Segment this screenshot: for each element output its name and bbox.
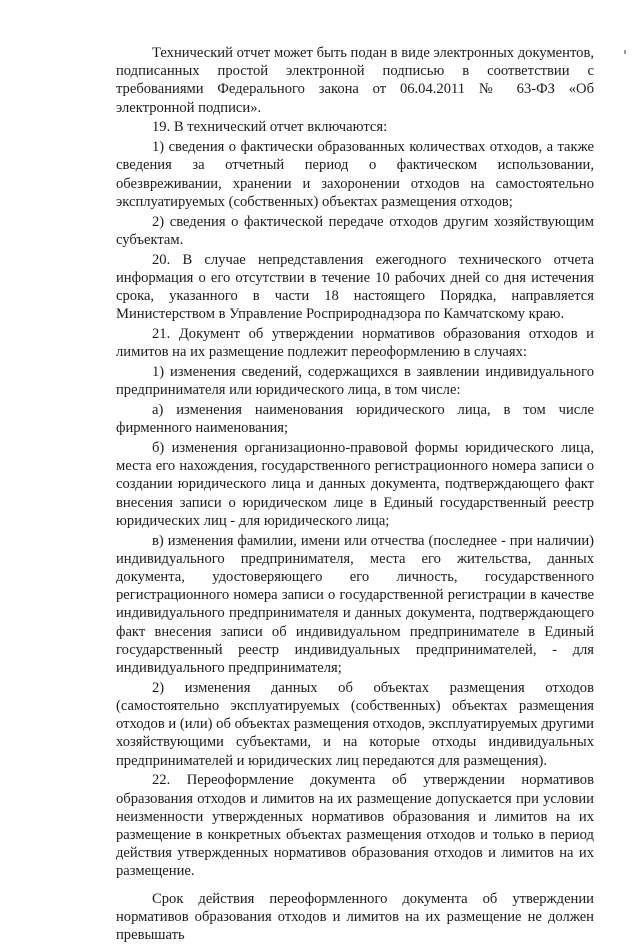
- paragraph-item-21-1-b: б) изменения организационно-правовой формы юридического лица, места его нахождения, государственного регистрационного номера записи о создании юридического лица и данных документа, подтверждающего факт внесения записи о юридическом лице в Единый государственный реестр юридических лиц - для юридического лица;: [116, 440, 594, 529]
- page-edge-mark: [624, 50, 626, 54]
- document-body: [116, 44, 594, 946]
- paragraph-item-19-2: 2) сведения о фактической передаче отходов другим хозяйствующим субъектам.: [116, 213, 594, 248]
- paragraph-item-21: 21. Документ об утверждении нормативов образования отходов и лимитов на их размещение подлежит переоформлению в случаях:: [116, 326, 594, 361]
- paragraph-item-21-1-v: в) изменения фамилии, имени или отчества (последнее - при наличии) индивидуального предпринимателя, места его жительства, данных документа, удостоверяющего его личность, государственного регистрационного номера записи о государственной регистрации в качестве индивидуального предпринимателя и данных документа, подтверждающего факт внесения записи об индивидуальном предпринимателе в Единый государственный реестр индивидуальных предпринимателей, - для индивидуального предпринимателя;: [116, 532, 594, 677]
- paragraph-item-19-1: 1) сведения о фактически образованных количествах отходов, а также сведения за отчетный период о фактическом использовании, обезвреживании, хранении и захоронении отходов на самостоятельно эксплуатируемых (собственных) объектах размещения отходов;: [116, 139, 594, 210]
- paragraph-item-21-1-a: а) изменения наименования юридического лица, в том числе фирменного наименования;: [116, 402, 594, 437]
- paragraph-item-21-2: 2) изменения данных об объектах размещения отходов (самостоятельно эксплуатируемых (собственных) объектах размещения отходов и (или) об объектах размещения отходов, эксплуатируемых другими хозяйствующими субъектами, и на которые отходы индивидуальных предпринимателей и юридических лиц передаются для размещения).: [116, 679, 594, 769]
- paragraph-item-19: 19. В технический отчет включаются:: [152, 119, 388, 136]
- paragraph-validity-period: Срок действия переоформленного документа об утверждении нормативов образования отходов и лимитов на их размещение не должен превышать: [116, 890, 594, 944]
- paragraph-electronic-signature: Технический отчет может быть подан в виде электронных документов, подписанных простой электронной подписью в соответствии с требованиями Федерального закона от 06.04.2011 № 63-ФЗ «Об электронной подписи».: [116, 45, 594, 116]
- paragraph-item-20: 20. В случае непредставления ежегодного технического отчета информация о его отсутствии в течение 10 рабочих дней со дня истечения срока, указанного в части 18 настоящего Порядка, направляется Министерством в Управление Росприроднадзора по Камчатскому краю.: [116, 251, 594, 323]
- paragraph-item-21-1: 1) изменения сведений, содержащихся в заявлении индивидуального предпринимателя или юридического лица, в том числе:: [116, 364, 594, 399]
- paragraph-item-22: 22. Переоформление документа об утверждении нормативов образования отходов и лимитов на их размещение допускается при условии неизменности утвержденных нормативов образования и лимитов на их размещение в конкретных объектах размещения отходов и только в период действия утвержденных нормативов образования отходов и лимитов на их размещение.: [116, 772, 594, 880]
